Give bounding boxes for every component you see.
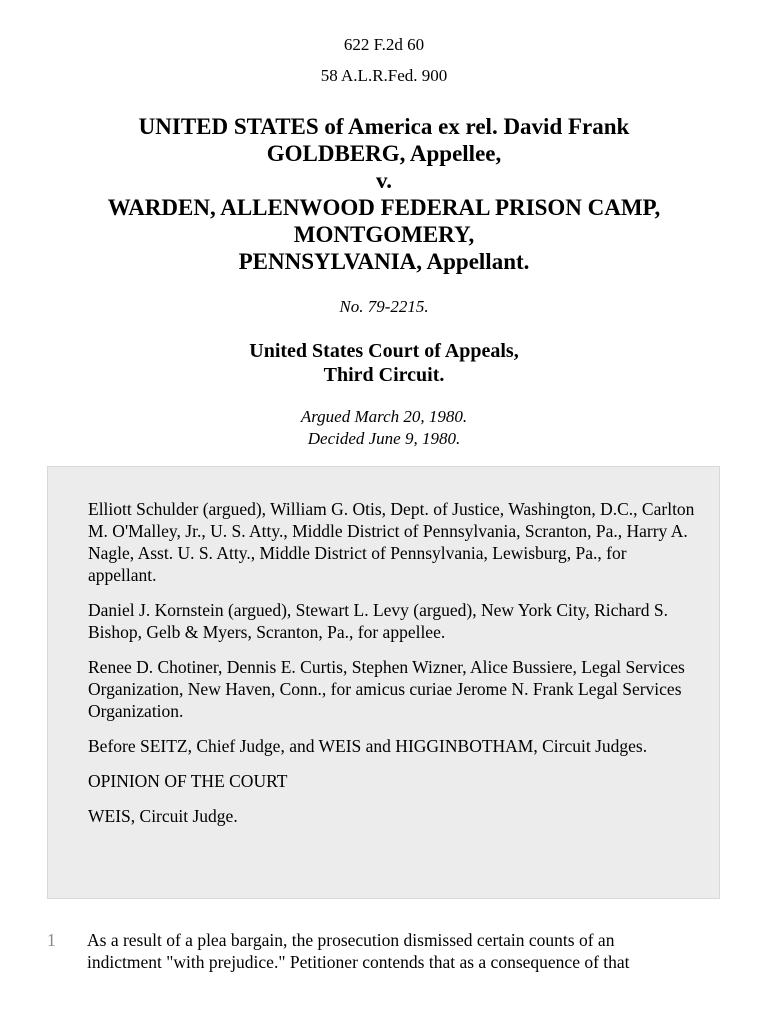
caption-line: UNITED STATES of America ex rel. David Frank [138, 114, 630, 139]
counsel-box [47, 466, 720, 899]
citation-reporter: 622 F.2d 60 [343, 35, 425, 54]
appellee-counsel: Daniel J. Kornstein (argued), Stewart L. Levy (argued), New York City, Richard S. Bishop, Gelb & Myers, Scranton, Pa., for appellee. [88, 600, 668, 642]
caption-line: v. [376, 168, 392, 193]
opinion-author: WEIS, Circuit Judge. [88, 806, 238, 826]
court-line-2: Third Circuit. [323, 364, 445, 386]
paragraph-number: 1 [47, 930, 56, 950]
paragraph-text [87, 929, 727, 973]
docket-number: No. 79-2215. [339, 297, 429, 316]
appellant-counsel: Elliott Schulder (argued), William G. Otis, Dept. of Justice, Washington, D.C., Carlton M. O'Malley, Jr., U. S. Atty., Middle District of Pennsylvania, Scranton, Pa., Harry A. Nagle, Asst. U. S. Atty., Middle District of Pennsylvania, Lewisburg, Pa., for appellant. [88, 499, 695, 585]
decided-date: Decided June 9, 1980. [307, 429, 461, 448]
caption-line: GOLDBERG, Appellee, [266, 141, 502, 166]
court-name [0, 339, 768, 387]
amicus-counsel: Renee D. Chotiner, Dennis E. Curtis, Stephen Wizner, Alice Bussiere, Legal Services Organization, New Haven, Conn., for amicus curiae Jerome N. Frank Legal Services Organization. [88, 657, 685, 721]
decision-dates [0, 406, 768, 450]
case-caption [0, 113, 768, 275]
caption-line: MONTGOMERY, [293, 222, 475, 247]
citation-alr: 58 A.L.R.Fed. 900 [320, 66, 448, 85]
judicial-panel: Before SEITZ, Chief Judge, and WEIS and HIGGINBOTHAM, Circuit Judges. [88, 736, 648, 756]
opinion-heading: OPINION OF THE COURT [88, 771, 288, 791]
court-line-1: United States Court of Appeals, [249, 340, 519, 362]
caption-line: WARDEN, ALLENWOOD FEDERAL PRISON CAMP, [107, 195, 661, 220]
paragraph-line: As a result of a plea bargain, the prosecution dismissed certain counts of an [87, 930, 615, 950]
caption-line: PENNSYLVANIA, Appellant. [238, 249, 530, 274]
paragraph-line: indictment "with prejudice." Petitioner contends that as a consequence of that [87, 952, 630, 972]
argued-date: Argued March 20, 1980. [300, 407, 468, 426]
